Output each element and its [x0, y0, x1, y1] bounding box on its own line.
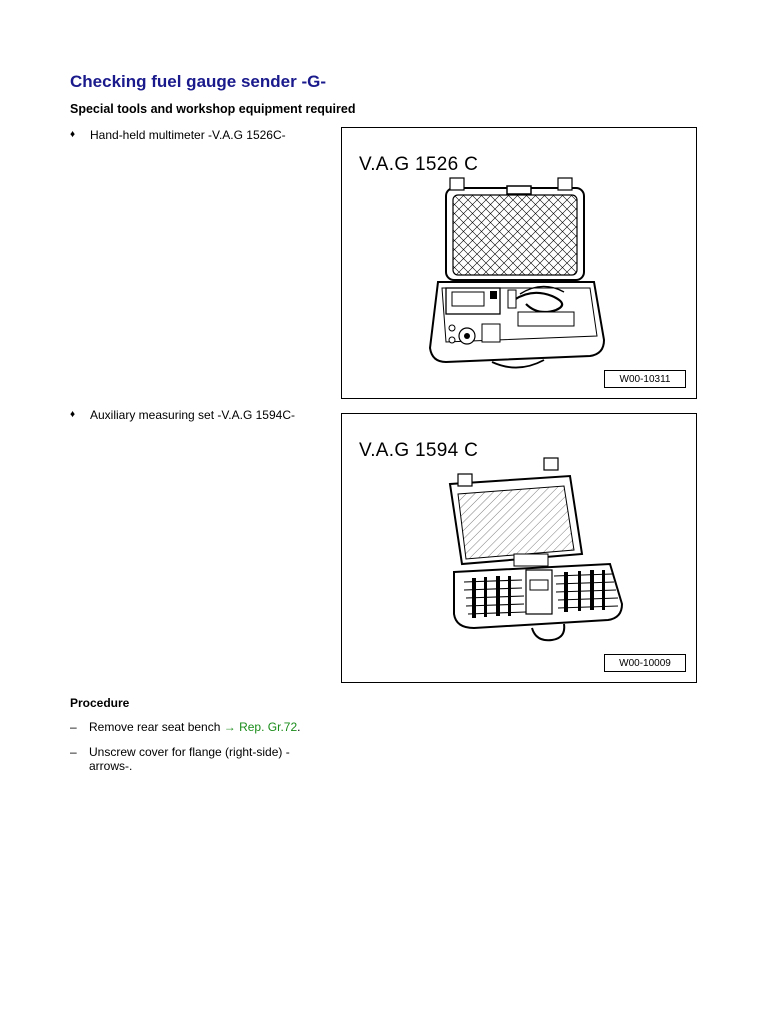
procedure-step	[70, 745, 330, 773]
figure-label: V.A.G 1594 C	[359, 440, 479, 461]
procedure-heading: Procedure	[70, 696, 130, 710]
repair-group-link[interactable]: Rep. Gr.72	[239, 720, 298, 734]
step-text-end: .	[297, 720, 301, 734]
figure-reference: W00-10009	[604, 654, 686, 672]
step-text-main: Remove rear seat bench	[89, 720, 224, 734]
tool-text: Hand-held multimeter -V.A.G 1526C-	[90, 128, 286, 142]
section-subtitle: Special tools and workshop equipment required	[70, 102, 356, 116]
figure-reference: W00-10311	[604, 370, 686, 388]
bullet-diamond-icon: ♦	[70, 129, 76, 140]
tool-item-measuring-set	[70, 408, 330, 422]
bullet-diamond-icon: ♦	[70, 409, 76, 420]
procedure-step	[70, 720, 330, 734]
reference-arrow-icon[interactable]: →	[223, 720, 236, 734]
tool-text: Auxiliary measuring set -V.A.G 1594C-	[90, 408, 295, 422]
step-text	[89, 720, 300, 734]
figure-label: V.A.G 1526 C	[359, 154, 479, 175]
dash-marker: –	[70, 720, 77, 734]
tool-item-multimeter	[70, 128, 330, 142]
step-text: Unscrew cover for flange (right-side) -arrows-.	[89, 745, 290, 773]
figure-multimeter	[341, 127, 697, 399]
dash-marker: –	[70, 745, 77, 759]
page-title: Checking fuel gauge sender -G-	[70, 72, 326, 91]
figure-measuring-set	[341, 413, 697, 683]
